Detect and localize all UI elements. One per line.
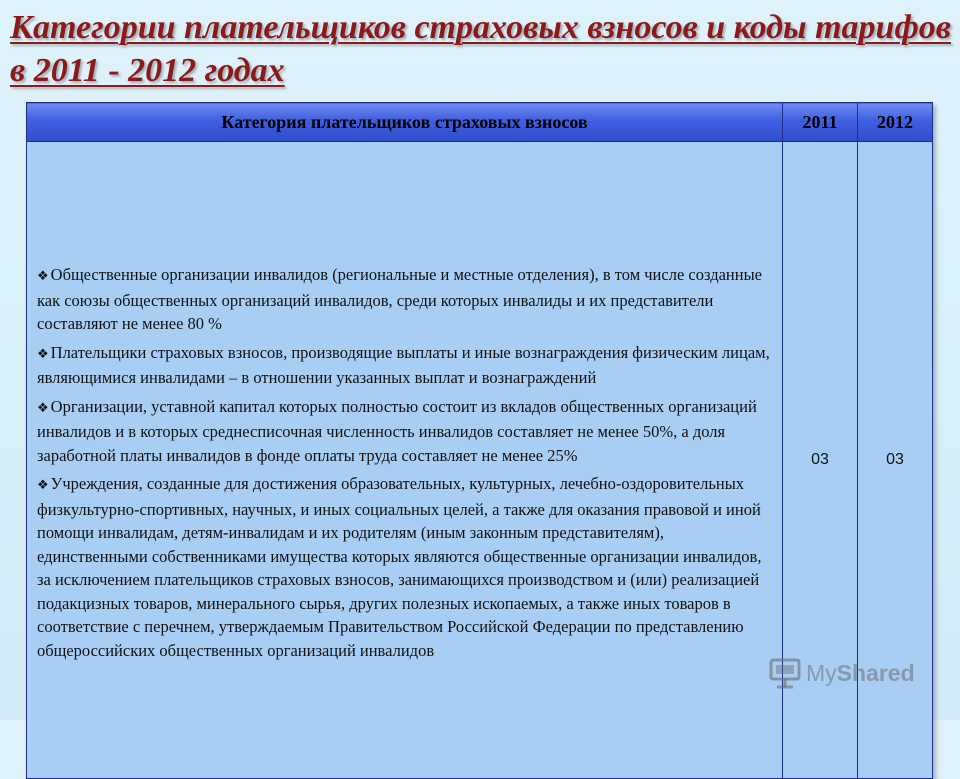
category-description-cell bbox=[27, 142, 783, 779]
table-header-row bbox=[27, 103, 933, 142]
diamond-bullet-icon: ❖ bbox=[37, 400, 49, 416]
diamond-bullet-icon: ❖ bbox=[37, 478, 49, 493]
diamond-bullet-icon: ❖ bbox=[37, 346, 49, 362]
header-category: Категория плательщиков страховых взносов bbox=[27, 103, 783, 142]
list-item-text: Организации, уставной капитал которых полностью состоит из вкладов общественных организаций инвалидов и в которых среднесписочная численность инвалидов составляет не менее 50%, а доля заработной платы инвалидов в фонде оплаты труда составляет не менее 25% bbox=[37, 396, 757, 465]
list-item-text: Общественные организации инвалидов (региональные и местные отделения), в том числе созданные как союзы общественных организаций инвалидов, среди которых инвалиды и их представители составляют не менее 80 % bbox=[37, 265, 762, 333]
list-item bbox=[37, 395, 772, 468]
list-item bbox=[37, 472, 772, 662]
myshared-watermark bbox=[768, 656, 915, 690]
list-item bbox=[37, 341, 772, 390]
list-item bbox=[37, 263, 772, 336]
code-2012-cell: 03 bbox=[858, 142, 933, 779]
header-2012: 2012 bbox=[858, 103, 933, 142]
watermark-text-a: My bbox=[806, 659, 837, 686]
list-item-text: Плательщики страховых взносов, производящие выплаты и иные вознаграждения физическим лицам, являющимися инвалидами – в отношении указанных выплат и вознаграждений bbox=[37, 342, 770, 387]
list-item-text: Учреждения, созданные для достижения образовательных, культурных, лечебно-оздоровительных физкультурно-спортивных, научных, и иных социальных целей, а также для оказания правовой и иной помощи инвалидам, детям-инвалидам и их родителям (иным законным представителям), единственными собственниками имущества которых являются общественные организации инвалидов, за исключением плательщиков страховых взносов, занимающихся производством и (или) реализацией подакцизных товаров, минерального сырья, других полезных ископаемых, а также иных товаров в соответствие с перечнем, утверждаемым Правительством Российской Федерации по представлению общероссийских общественных организаций инвалидов bbox=[37, 474, 762, 660]
diamond-bullet-icon: ❖ bbox=[37, 269, 49, 284]
watermark-text-b: Shared bbox=[836, 659, 915, 686]
slide-title: Категории плательщиков страховых взносов и коды тарифов в 2011 - 2012 годах bbox=[10, 9, 951, 89]
header-2011: 2011 bbox=[783, 103, 858, 142]
code-2011-cell: 03 bbox=[783, 142, 858, 779]
presentation-board-icon bbox=[768, 656, 802, 690]
